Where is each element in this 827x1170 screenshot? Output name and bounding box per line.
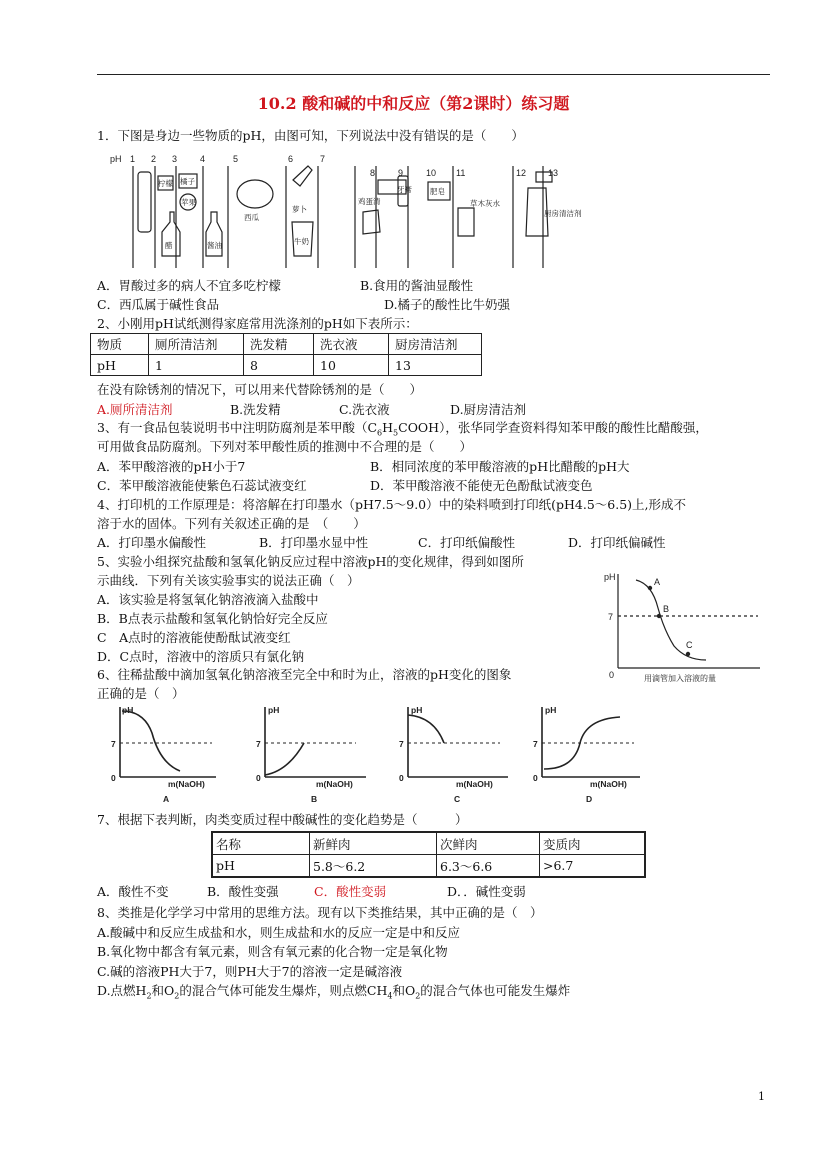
- q2-option-d: D.厨房清洁剂: [450, 402, 527, 417]
- table-row: [91, 334, 482, 355]
- q1-option-a: A．胃酸过多的病人不宜多吃柠檬: [97, 278, 282, 293]
- q7-stem: 7、根据下表判断，肉类变质过程中酸碱性的变化趋势是（ ）: [97, 812, 468, 827]
- q3-text-c: COOH），张华同学查资料得知苯甲酸的酸性比醋酸强，: [398, 420, 708, 435]
- q3-option-a: A．苯甲酸溶液的pH小于7: [97, 459, 246, 474]
- q2-option-a: A.厕所清洁剂: [97, 402, 173, 417]
- q6b-x-label: m(NaOH): [316, 779, 353, 789]
- q6-graphs: [108, 703, 648, 805]
- q1-num-6: 6: [288, 154, 294, 164]
- table-row: [91, 355, 482, 376]
- q3-line1: [97, 418, 708, 438]
- table-cell: 5.8～6.2: [310, 855, 437, 878]
- q1-label-toothpaste: 牙膏: [397, 185, 412, 194]
- q6-line2: 正确的是（ ）: [97, 686, 185, 701]
- q3-option-c: C．苯甲酸溶液能使紫色石蕊试液变红: [97, 478, 307, 493]
- q6c-x-label: m(NaOH): [456, 779, 493, 789]
- q8-option-d: [97, 981, 570, 1001]
- q1-label-soy: 酱油: [207, 241, 222, 250]
- q5-graph-zero: 0: [609, 670, 615, 680]
- q7-option-b: B．酸性变强: [207, 884, 279, 899]
- table-cell: 变质肉: [540, 832, 646, 855]
- q7-option-d: D．．碱性变弱: [447, 884, 526, 899]
- q6a-zero: 0: [111, 773, 116, 783]
- q5-line2: 示曲线．下列有关该实验事实的说法正确（ ）: [97, 573, 360, 588]
- table-cell: 13: [389, 355, 482, 376]
- q8d-sub4: 2: [415, 991, 421, 1001]
- q3-sub2: 5: [393, 428, 399, 438]
- q6d-y-label: pH: [545, 705, 557, 715]
- q3-text-b: H: [382, 420, 394, 435]
- q8d-part3: 的混合气体可能发生爆炸，则点燃CH: [179, 983, 388, 998]
- q7-option-a: A．酸性不变: [97, 884, 169, 899]
- q1-label-watermelon: 西瓜: [244, 213, 259, 222]
- q8d-part2: 和O: [151, 983, 175, 998]
- q1-ph-label: pH: [110, 154, 122, 164]
- q1-num-8: 8: [370, 168, 376, 178]
- q1-option-b: B.食用的酱油显酸性: [360, 278, 474, 293]
- table-cell: pH: [212, 855, 310, 878]
- q4-line1: 4、打印机的工作原理是：将溶解在打印墨水（pH7.5～9.0）中的染料喷到打印纸(pH4.5～6.5)上,形成不: [97, 497, 687, 512]
- q8-option-c: C.碱的溶液PH大于7，则PH大于7的溶液一定是碱溶液: [97, 964, 403, 979]
- q1-option-c: C．西瓜属于碱性食品: [97, 297, 220, 312]
- q4-option-a: A．打印墨水偏酸性: [97, 535, 207, 550]
- q1-label-orange: 橘子: [180, 177, 195, 186]
- q6c-y-label: pH: [411, 705, 423, 715]
- table-cell: 新鲜肉: [310, 832, 437, 855]
- table-cell: 厕所清洁剂: [149, 334, 244, 355]
- q6a-letter: A: [163, 794, 170, 804]
- q6b-zero: 0: [256, 773, 261, 783]
- q8d-sub1: 2: [146, 991, 152, 1001]
- q5-graph-y-label: pH: [604, 572, 616, 582]
- q1-num-4: 4: [200, 154, 206, 164]
- q8d-sub3: 4: [387, 991, 393, 1001]
- table-cell: 名称: [212, 832, 310, 855]
- q6-line1: 6、往稀盐酸中滴加氢氧化钠溶液至完全中和时为止，溶液的pH变化的图象: [97, 667, 512, 682]
- q6a-y-label: pH: [122, 705, 134, 715]
- q6c-letter: C: [454, 794, 461, 804]
- page-title: 10.2 酸和碱的中和反应（第2课时）练习题: [257, 94, 570, 113]
- table-cell: 厨房清洁剂: [389, 334, 482, 355]
- q8-option-a: A.酸碱中和反应生成盐和水，则生成盐和水的反应一定是中和反应: [97, 925, 461, 940]
- table-row: [212, 832, 645, 855]
- q5-graph-x-label: 用滴管加入溶液的量: [644, 674, 716, 683]
- table-cell: 8: [244, 355, 314, 376]
- q1-label-lemon: 柠檬: [158, 179, 173, 188]
- q1-label-milk: 牛奶: [294, 237, 309, 246]
- table-cell: 洗衣液: [314, 334, 389, 355]
- q1-option-d: D.橘子的酸性比牛奶强: [384, 297, 511, 312]
- q6a-x-label: m(NaOH): [168, 779, 205, 789]
- q5-graph-point-a: A: [654, 577, 661, 587]
- q6c-seven: 7: [399, 739, 404, 749]
- q1-ph-figure: [108, 152, 598, 270]
- q3-text-a: 3、有一食品包装说明书中注明防腐剂是苯甲酸（C: [97, 420, 378, 435]
- q5-option-c: C A点时的溶液能使酚酞试液变红: [97, 630, 291, 645]
- q1-num-5: 5: [233, 154, 239, 164]
- q8-option-b: B.氧化物中都含有氧元素，则含有氧元素的化合物一定是氧化物: [97, 944, 448, 959]
- q2-table: [90, 333, 482, 376]
- table-row: [212, 855, 645, 878]
- q6b-seven: 7: [256, 739, 261, 749]
- q2-question: 在没有除锈剂的情况下，可以用来代替除锈剂的是（ ）: [97, 382, 423, 397]
- table-cell: >6.7: [540, 855, 646, 878]
- q3-option-b: B．相同浓度的苯甲酸溶液的pH比醋酸的pH大: [370, 459, 630, 474]
- q1-num-9: 9: [398, 168, 404, 178]
- q4-option-d: D．打印纸偏碱性: [568, 535, 666, 550]
- q8d-sub2: 2: [174, 991, 180, 1001]
- q1-label-grass: 草木灰水: [470, 199, 500, 208]
- q8-stem: 8、类推是化学学习中常用的思维方法。现有以下类推结果，其中正确的是（ ）: [97, 905, 543, 920]
- q1-num-1: 1: [130, 154, 136, 164]
- q5-graph-point-b: B: [663, 604, 670, 614]
- q6d-x-label: m(NaOH): [590, 779, 627, 789]
- q6d-seven: 7: [533, 739, 538, 749]
- q1-label-radish: 萝卜: [292, 205, 307, 214]
- page-number: 1: [758, 1090, 765, 1103]
- q5-option-a: A．该实验是将氢氧化钠溶液滴入盐酸中: [97, 592, 319, 607]
- q6a-seven: 7: [111, 739, 116, 749]
- q1-label-apple: 苹果: [181, 198, 196, 207]
- q3-line2: 可用做食品防腐剂。下列对苯甲酸性质的推测中不合理的是（ ）: [97, 439, 473, 454]
- table-cell: 物质: [91, 334, 149, 355]
- q6b-letter: B: [311, 794, 318, 804]
- q8d-part5: 的混合气体也可能发生爆炸: [420, 983, 571, 998]
- q1-label-soap: 肥皂: [430, 187, 445, 196]
- q4-line2: 溶于水的固体。下列有关叙述正确的是 （ ）: [97, 516, 366, 531]
- q1-num-10: 10: [426, 168, 437, 178]
- q3-sub1: 6: [377, 428, 383, 438]
- q5-line1: 5、实验小组探究盐酸和氢氧化钠反应过程中溶液pH的变化规律，得到如图所: [97, 554, 524, 569]
- q1-label-vinegar: 醋: [165, 241, 173, 250]
- table-cell: 1: [149, 355, 244, 376]
- q2-stem: 2、小刚用pH试纸测得家庭常用洗涤剂的pH如下表所示：: [97, 316, 418, 331]
- q7-option-c: C．酸性变弱: [314, 884, 387, 899]
- q4-option-c: C．打印纸偏酸性: [418, 535, 516, 550]
- table-cell: 10: [314, 355, 389, 376]
- q6d-letter: D: [586, 794, 593, 804]
- q6b-y-label: pH: [268, 705, 280, 715]
- q5-graph: [600, 568, 770, 686]
- q8d-part1: D.点燃H: [97, 983, 147, 998]
- table-cell: 6.3～6.6: [437, 855, 540, 878]
- table-cell: 洗发精: [244, 334, 314, 355]
- q1-num-12: 12: [516, 168, 527, 178]
- q5-graph-seven: 7: [608, 612, 614, 622]
- table-cell: pH: [91, 355, 149, 376]
- q4-option-b: B．打印墨水显中性: [259, 535, 369, 550]
- q8d-part4: 和O: [392, 983, 416, 998]
- q6c-zero: 0: [399, 773, 404, 783]
- table-cell: 次鲜肉: [437, 832, 540, 855]
- q1-num-13: 13: [548, 168, 559, 178]
- q5-option-b: B．B点表示盐酸和氢氧化钠恰好完全反应: [97, 611, 328, 626]
- q3-option-d: D．苯甲酸溶液不能使无色酚酞试液变色: [370, 478, 593, 493]
- q1-num-2: 2: [151, 154, 157, 164]
- q6d-zero: 0: [533, 773, 538, 783]
- q1-label-chicken: 鸡蛋清: [358, 197, 381, 206]
- q1-num-3: 3: [172, 154, 178, 164]
- q1-stem: 1．下图是身边一些物质的pH，由图可知，下列说法中没有错误的是（ ）: [97, 128, 524, 143]
- q5-graph-point-c: C: [686, 640, 693, 650]
- q2-option-b: B.洗发精: [230, 402, 281, 417]
- q1-num-11: 11: [456, 168, 466, 178]
- header-rule: [97, 74, 770, 75]
- q2-option-c: C.洗衣液: [339, 402, 390, 417]
- q7-table: [211, 831, 646, 878]
- q5-option-d: D．C点时，溶液中的溶质只有氯化钠: [97, 649, 305, 664]
- q1-label-cleaner: 厨房清洁剂: [544, 209, 582, 218]
- q1-num-7: 7: [320, 154, 326, 164]
